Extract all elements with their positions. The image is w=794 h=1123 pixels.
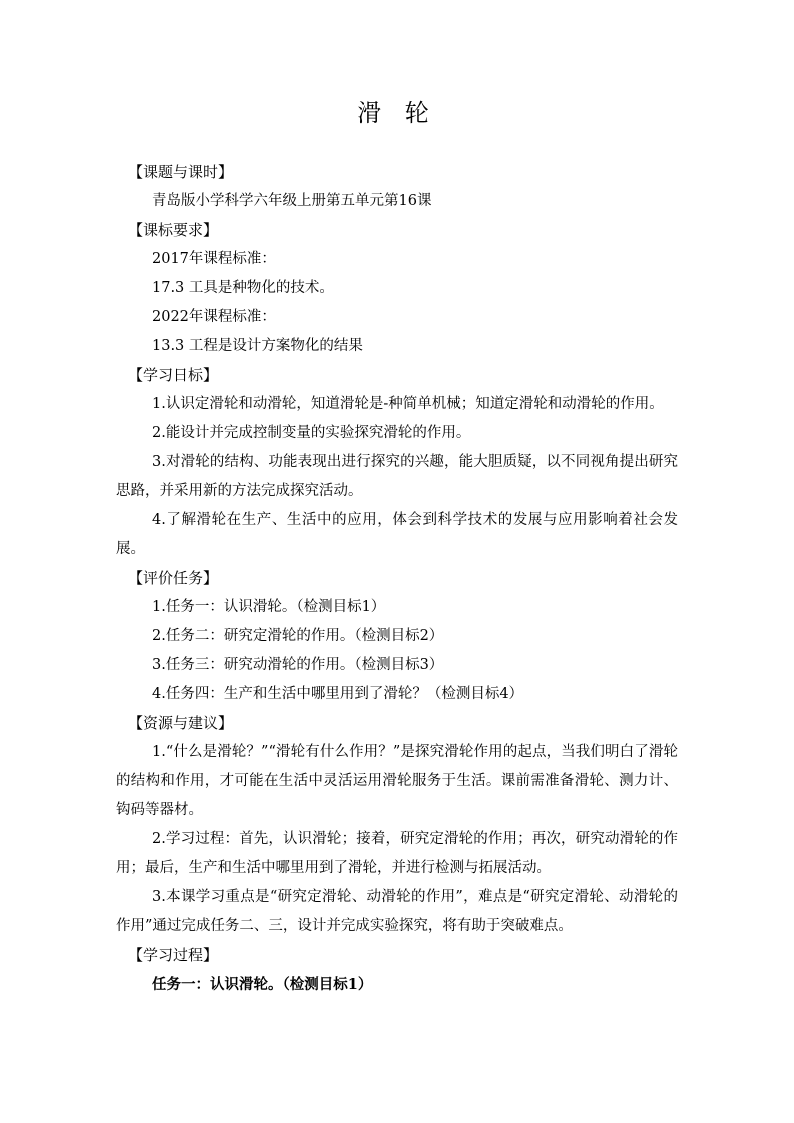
lesson-heading: 【课题与课时】 — [128, 163, 234, 181]
task-item: 3.任务三：研究动滑轮的作用。（检测目标3） — [152, 657, 444, 673]
goal-item: 1.认识定滑轮和动滑轮，知道滑轮是-种简单机械；知道定滑轮和动滑轮的作用。 — [152, 396, 664, 412]
resource-item: 2.学习过程：首先，认识滑轮；接着，研究定滑轮的作用；再次，研究动滑轮的作用；最后，生产和生活中哪里用到了滑轮，并进行检测与拓展活动。 — [116, 831, 678, 876]
standard-line: 13.3 工程是设计方案物化的结果 — [152, 338, 363, 354]
process-heading: 【学习过程】 — [128, 946, 219, 964]
task-item: 2.任务二：研究定滑轮的作用。（检测目标2） — [152, 628, 444, 644]
goal-item: 4.了解滑轮在生产、生活中的应用，体会到科学技术的发展与应用影响着社会发展。 — [116, 512, 678, 557]
goal-item: 3.对滑轮的结构、功能表现出进行探究的兴趣，能大胆质疑，以不同视角提出研究思路，并采用新的方法完成探究活动。 — [116, 454, 678, 499]
standard-line: 2017年课程标准： — [152, 251, 276, 267]
resource-item: 3.本课学习重点是“研究定滑轮、动滑轮的作用”，难点是“研究定滑轮、动滑轮的作用”通过完成任务二、三，设计并完成实验探究，将有助于突破难点。 — [116, 889, 678, 934]
task-item: 1.任务一：认识滑轮。（检测目标1） — [152, 599, 386, 615]
lesson-text: 青岛版小学科学六年级上册第五单元第16课 — [152, 193, 432, 209]
tasks-heading: 【评价任务】 — [128, 569, 219, 587]
standard-line: 2022年课程标准： — [152, 309, 276, 325]
document-body — [116, 158, 678, 999]
resources-heading: 【资源与建议】 — [128, 714, 234, 732]
goals-heading: 【学习日标】 — [128, 366, 219, 384]
document-title: 滑 轮 — [357, 99, 437, 127]
task-item: 4.任务四：生产和生活中哪里用到了滑轮？（检测目标4） — [152, 686, 524, 702]
standard-heading: 【课标要求】 — [128, 221, 219, 239]
resource-item: 1.“什么是滑轮？”“滑轮有什么作用？”是探究滑轮作用的起点，当我们明白了滑轮的结构和作用，才可能在生活中灵活运用滑轮服务于生活。课前需准备滑轮、测力计、钩码等器材。 — [116, 744, 678, 818]
task-one-heading: 任务一：认识滑轮。（检测目标1） — [152, 976, 373, 993]
goal-item: 2.能设计并完成控制变量的实验探究滑轮的作用。 — [152, 425, 471, 441]
standard-line: 17.3 工具是种物化的技术。 — [152, 280, 334, 296]
